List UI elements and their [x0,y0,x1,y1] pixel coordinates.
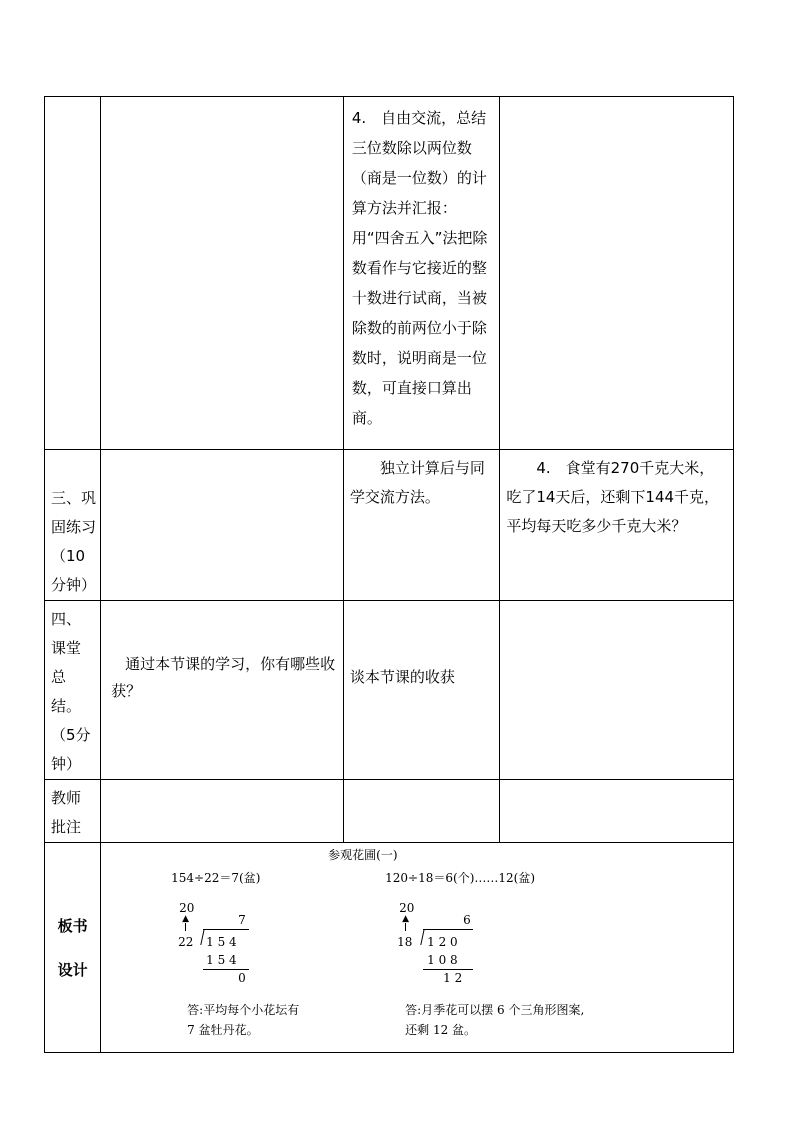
arrow-stem [405,923,406,931]
lesson-plan-table [44,96,734,1053]
left-answer-line2: 7 盆牡丹花。 [187,1023,259,1037]
stage-label-summary: 四、课堂总结。（5分钟） [51,610,91,773]
right-divisor: 18 [397,935,413,949]
left-dividend: 1 5 4 [206,935,237,949]
board-design-cell [101,843,734,1053]
board-design-label: 板书设计 [57,916,88,979]
left-product: 1 5 4 [206,953,237,967]
method-summary-text: 4. 自由交流，总结三位数除以两位数（商是一位数）的计算方法并汇报：用“四舍五入”法把除数看作与它接近的整十数进行试商，当被除数的前两位小于除数时，说明商是一位数，可直接口算出商。 [351,109,488,427]
arrow-stem [185,923,186,931]
row-teacher-notes [45,780,734,843]
right-estimate: 20 [399,901,415,915]
exercise-text: 4. 食堂有270千克大米，吃了14天后，还剩下144千克，平均每天吃多少千克大米？ [506,459,720,535]
teacher-activity-cell [101,601,344,780]
right-answer-line2: 还剩 12 盆。 [405,1023,477,1037]
right-equation: 120÷18＝6(个)……12(盆) [385,871,536,885]
up-arrow-icon: ▲ [402,914,410,924]
stage-cell-consolidate [45,450,101,601]
up-arrow-icon: ▲ [182,914,190,924]
right-answer-line1: 答:月季花可以摆 6 个三角形图案, [405,1003,585,1017]
left-quotient: 7 [238,913,246,927]
teacher-notes-cell [343,780,499,843]
teacher-notes-cell [101,780,344,843]
student-activity-cell [343,450,499,601]
stage-cell-empty [45,97,101,450]
stage-label-consolidate: 三、巩固练习（10分钟） [51,489,97,594]
right-quotient: 6 [463,913,471,927]
subtraction-line [423,969,473,970]
teacher-notes-label-cell [45,780,101,843]
left-equation: 154÷22＝7(盆) [171,871,261,885]
teacher-cell-empty [101,97,344,450]
exercise-cell [500,450,734,601]
design-cell-empty [500,97,734,450]
student-activity-cell [343,601,499,780]
right-product: 1 0 8 [427,953,458,967]
left-divisor: 22 [178,935,194,949]
student-activity-cell [343,97,499,450]
subtraction-line [203,969,249,970]
board-title: 参观花圃(一) [328,848,398,862]
division-bar [423,929,473,930]
teacher-cell-empty [101,450,344,601]
division-bar [203,929,249,930]
design-cell-empty [500,601,734,780]
right-remainder: 1 2 [443,971,463,985]
consolidate-student-text: 独立计算后与同学交流方法。 [349,459,485,506]
left-estimate: 20 [179,901,195,915]
division-bracket [420,929,424,945]
summary-teacher-text: 通过本节课的学习，你有哪些收获？ [111,655,336,700]
board-design-label-cell [45,843,101,1053]
division-bracket [200,929,204,945]
row-class-summary [45,601,734,780]
row-consolidate [45,450,734,601]
teacher-notes-cell [500,780,734,843]
summary-student-text: 谈本节课的收获 [349,668,455,686]
row-method-summary [45,97,734,450]
left-answer-line1: 答:平均每个小花坛有 [187,1003,300,1017]
stage-cell-summary [45,601,101,780]
right-dividend: 1 2 0 [427,935,458,949]
row-board-design [45,843,734,1053]
teacher-notes-label: 教师批注 [51,789,82,836]
left-remainder: 0 [238,971,246,985]
board-drawing [101,843,733,1049]
